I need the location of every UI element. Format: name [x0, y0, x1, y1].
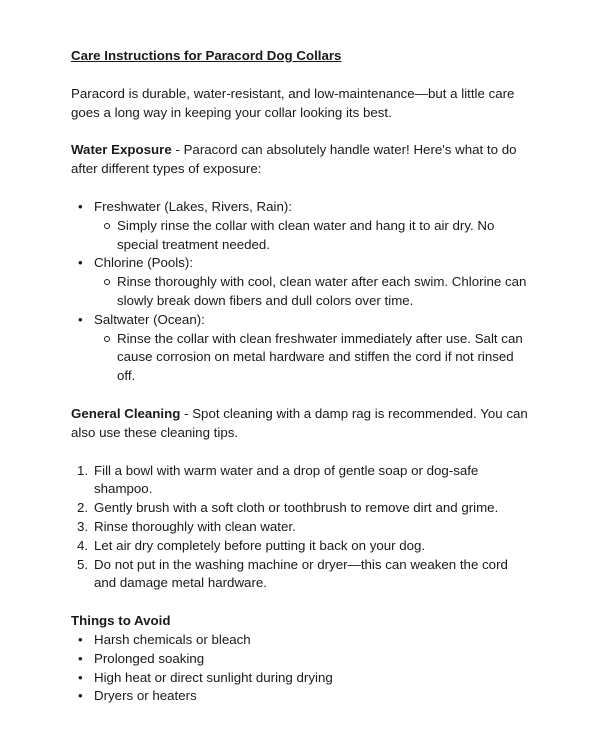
things-to-avoid-heading: Things to Avoid: [71, 613, 171, 629]
water-exposure-paragraph: [71, 141, 528, 179]
list-item: • Dryers or heaters: [71, 687, 528, 706]
list-item: Simply rinse the collar with clean water and hang it to air dry. No special treatment needed.: [94, 217, 528, 255]
things-to-avoid-list: [71, 631, 528, 706]
step-text: Fill a bowl with warm water and a drop of gentle soap or dog-safe shampoo.: [94, 462, 479, 497]
step-number: 3.: [77, 518, 89, 534]
list-item: [71, 499, 528, 518]
step-text: Let air dry completely before putting it back on your dog.: [94, 537, 426, 553]
step-number: 1.: [77, 462, 89, 478]
list-item: • Harsh chemicals or bleach: [71, 631, 528, 650]
water-exposure-text: - Paracord can absolutely handle water! Here's what to do after different types of exposure:: [71, 142, 517, 177]
sub-list: [94, 330, 528, 386]
general-cleaning-paragraph: [71, 405, 528, 443]
list-item: • High heat or direct sunlight during drying: [71, 669, 528, 688]
list-item: [71, 254, 528, 310]
water-exposure-list: [71, 198, 528, 386]
intro-paragraph: Paracord is durable, water-resistant, and low-maintenance—but a little care goes a long way in keeping your collar looking its best.: [71, 85, 515, 120]
document-title: Care Instructions for Paracord Dog Collars: [71, 48, 342, 63]
step-text: Do not put in the washing machine or dryer—this can weaken the cord and damage metal hardware.: [94, 556, 508, 591]
water-type-label: Saltwater (Ocean):: [94, 311, 205, 327]
sub-list: [94, 217, 528, 255]
general-cleaning-text: - Spot cleaning with a damp rag is recommended. You can also use these cleaning tips.: [71, 405, 528, 440]
list-item: [71, 462, 528, 500]
water-type-label: Freshwater (Lakes, Rivers, Rain):: [94, 198, 293, 214]
step-text: Rinse thoroughly with clean water.: [94, 518, 296, 534]
list-item: [71, 198, 528, 254]
list-item: [71, 311, 528, 386]
list-item: [71, 556, 528, 594]
cleaning-steps-list: [71, 462, 528, 594]
sub-list: [94, 273, 528, 311]
water-type-label: Chlorine (Pools):: [94, 255, 194, 271]
step-text: Gently brush with a soft cloth or toothbrush to remove dirt and grime.: [94, 500, 499, 516]
list-item: • Prolonged soaking: [71, 650, 528, 669]
step-number: 2.: [77, 500, 89, 516]
list-item: Rinse the collar with clean freshwater immediately after use. Salt can cause corrosion on metal hardware and stiffen the cord if not rinsed off.: [94, 330, 528, 386]
water-exposure-heading: Water Exposure: [71, 142, 172, 158]
list-item: [71, 518, 528, 537]
list-item: [71, 537, 528, 556]
list-item: Rinse thoroughly with cool, clean water after each swim. Chlorine can slowly break down fibers and dull colors over time.: [94, 273, 528, 311]
step-number: 4.: [77, 537, 89, 553]
general-cleaning-heading: General Cleaning: [71, 405, 181, 421]
step-number: 5.: [77, 556, 89, 572]
